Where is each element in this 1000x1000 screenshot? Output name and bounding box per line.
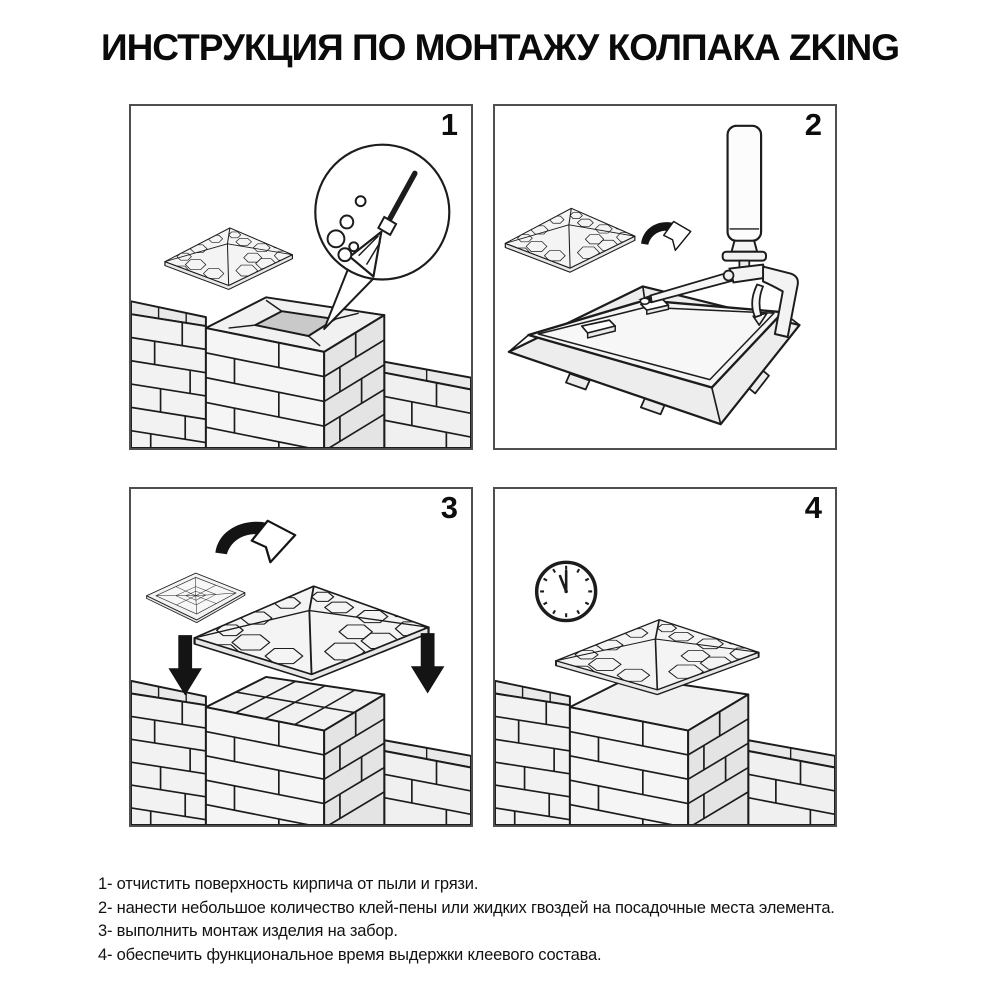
note-line-4: 4- обеспечить функциональное время выдержки клеевого состава. [98, 945, 602, 964]
step3-illustration [131, 489, 471, 825]
note-line-3: 3- выполнить монтаж изделия на забор. [98, 922, 398, 940]
step-number-4: 4 [804, 490, 822, 525]
clock-icon [537, 562, 596, 620]
instruction-notes [98, 873, 835, 967]
step-panel-3 [129, 487, 473, 827]
note-line-2: 2- нанести небольшое количество клей-пены или жидких гвоздей на посадочные места элемента. [98, 898, 835, 917]
step2-illustration [495, 106, 835, 448]
cap-icon [556, 620, 759, 695]
cap-underside-tray-small [147, 573, 245, 622]
step-number-1: 1 [440, 107, 458, 142]
flip-arrow-icon [641, 221, 691, 250]
step-panel-1 [129, 104, 473, 450]
flip-arrow-icon [215, 521, 295, 563]
brick-wall-pillar-illustration [131, 297, 471, 448]
cap-icon-small [505, 208, 635, 272]
brick-wall-pillar-illustration [131, 677, 471, 825]
step-number-2: 2 [804, 107, 822, 142]
note-line-1: 1- отчистить поверхность кирпича от пыли и грязи. [98, 875, 479, 893]
step-panel-4 [493, 487, 837, 827]
step4-illustration [495, 489, 835, 825]
step-number-3: 3 [440, 490, 458, 525]
page-title: ИНСТРУКЦИЯ ПО МОНТАЖУ КОЛПАКА ZKING [100, 27, 900, 68]
cap-icon [165, 228, 292, 289]
step-panel-2 [493, 104, 837, 450]
down-arrow-icon [411, 633, 445, 693]
brick-wall-pillar-illustration [495, 677, 835, 825]
step1-illustration [131, 106, 471, 448]
